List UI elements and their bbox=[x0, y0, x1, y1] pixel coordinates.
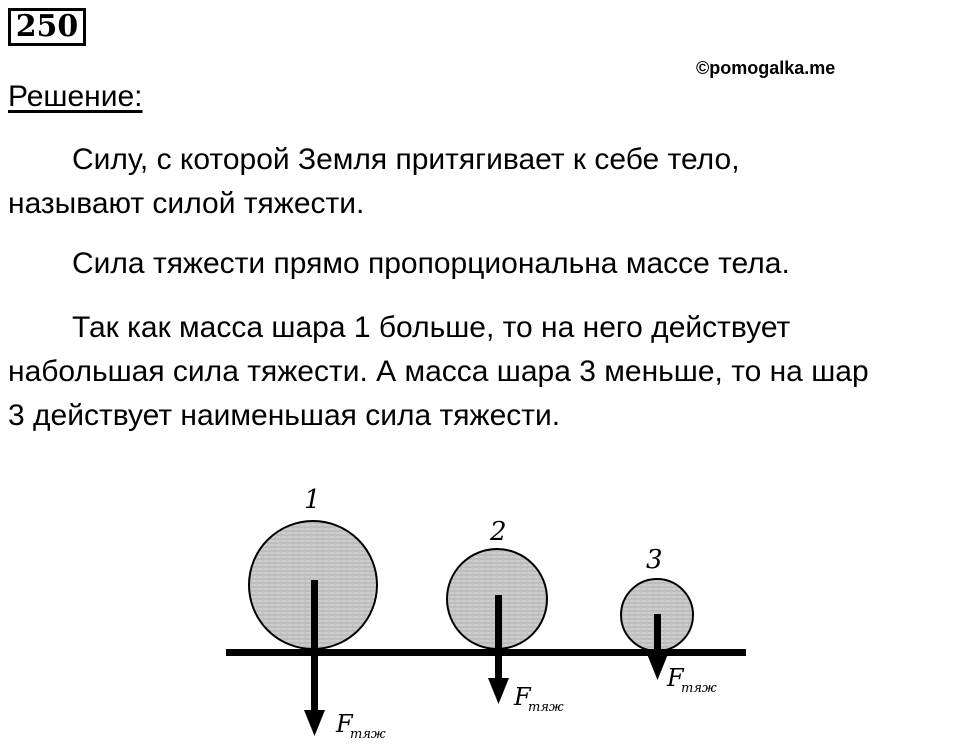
paragraph-line: набольшая сила тяжести. А масса шара 3 меньше, то на шар bbox=[8, 355, 869, 388]
paragraph-line: называют силой тяжести. bbox=[8, 187, 365, 220]
ball-label-1: 1 bbox=[304, 485, 321, 515]
gravity-diagram bbox=[0, 470, 960, 752]
force-subscript: тяж bbox=[528, 700, 564, 715]
force-label-2 bbox=[513, 683, 564, 715]
paragraph-3 bbox=[8, 306, 958, 438]
ground-line bbox=[226, 649, 746, 656]
paragraph-1 bbox=[8, 138, 958, 226]
ball-label-2: 2 bbox=[490, 517, 507, 547]
paragraph-line: Так как масса шара 1 больше, то на него действует bbox=[72, 311, 791, 344]
force-subscript: тяж bbox=[681, 681, 717, 696]
force-label-1 bbox=[335, 710, 386, 742]
paragraph-line: 3 действует наименьшая сила тяжести. bbox=[8, 399, 561, 432]
paragraph-line: Силу, с которой Земля притягивает к себе тело, bbox=[72, 143, 740, 176]
force-symbol: F bbox=[667, 664, 684, 692]
paragraph-2 bbox=[8, 242, 958, 286]
solution-heading: Решение: bbox=[8, 80, 143, 113]
watermark: ©pomogalka.me bbox=[696, 58, 836, 78]
force-subscript: тяж bbox=[350, 727, 386, 742]
paragraph-line: Сила тяжести прямо пропорциональна массе тела. bbox=[72, 247, 790, 280]
ball-label-3: 3 bbox=[646, 545, 663, 575]
task-number: 250 bbox=[8, 8, 86, 46]
force-symbol: F bbox=[336, 710, 353, 738]
force-symbol: F bbox=[514, 683, 531, 711]
force-label-3 bbox=[666, 664, 717, 696]
